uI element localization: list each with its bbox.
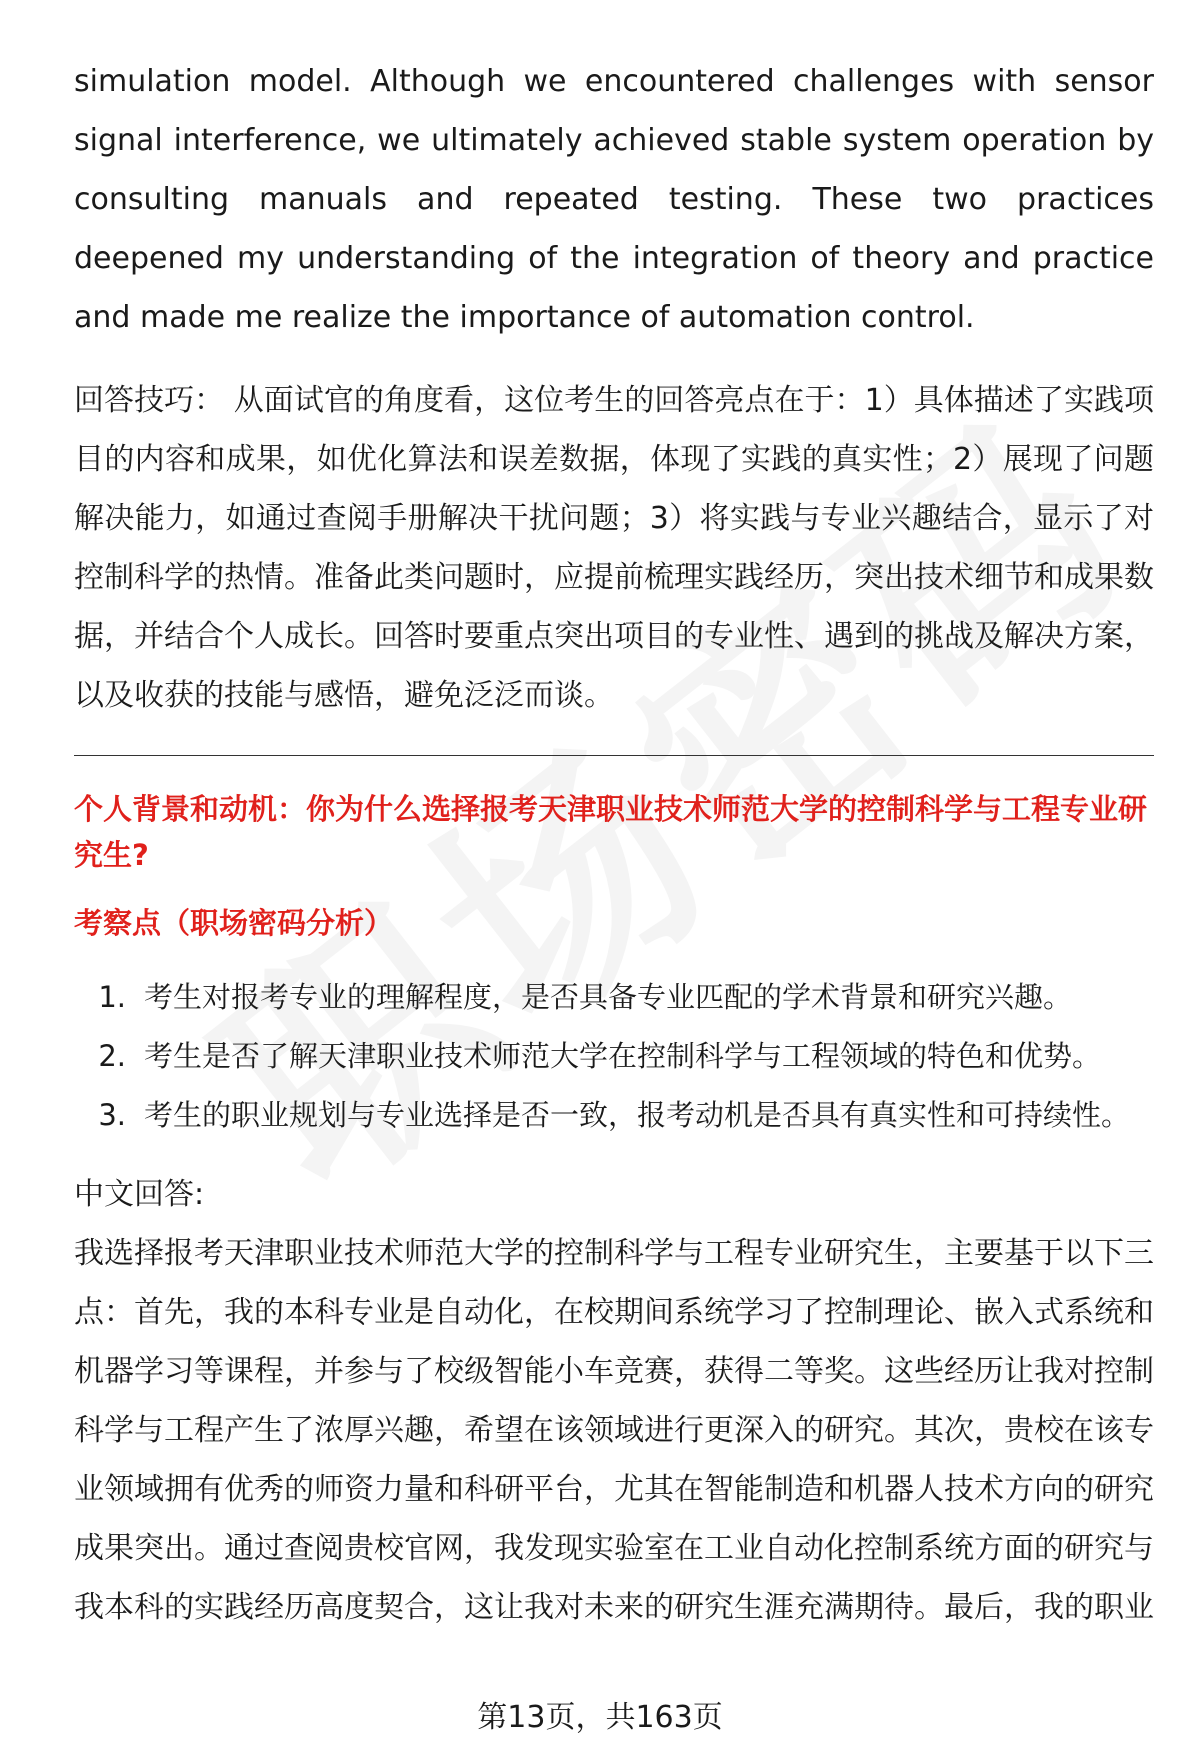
top-paragraph: simulation model. Although we encountered challenges with sensor signal interference, we ultimately achieved stable system operation by consulting manuals and repeated testing. These two practices deepened my understanding of the integration of theory and practice and made me realize the importance of automation control.	[74, 64, 1154, 335]
list-item-text: 考生的职业规划与专业选择是否一致，报考动机是否具有真实性和可持续性。	[144, 1098, 1131, 1132]
list-item-number: 1.	[98, 980, 126, 1014]
list-item-number: 3.	[98, 1098, 126, 1132]
list-item-text: 考生对报考专业的理解程度，是否具备专业匹配的学术背景和研究兴趣。	[144, 980, 1073, 1014]
question-heading: 个人背景和动机：你为什么选择报考天津职业技术师范大学的控制科学与工程专业研究生?	[74, 792, 1148, 872]
list-item	[74, 968, 1154, 1027]
answer-label: 中文回答:	[74, 1177, 205, 1212]
list-item-number: 2.	[98, 1039, 126, 1073]
tips-paragraph: 回答技巧： 从面试官的角度看，这位考生的回答亮点在于：1）具体描述了实践项目的内容和成果，如优化算法和误差数据，体现了实践的真实性；2）展现了问题解决能力，如通过查阅手册解决干扰问题；3）将实践与专业兴趣结合，显示了对控制科学的热情。准备此类问题时，应提前梳理实践经历，突出技术细节和成果数据，并结合个人成长。回答时要重点突出项目的专业性、遇到的挑战及解决方案，以及收获的技能与感悟，避免泛泛而谈。	[74, 383, 1154, 713]
page-footer: 第13页，共163页	[477, 1700, 723, 1735]
list-item	[74, 1027, 1154, 1086]
list-item	[74, 1086, 1154, 1145]
answer-paragraph: 我选择报考天津职业技术师范大学的控制科学与工程专业研究生，主要基于以下三点：首先，我的本科专业是自动化，在校期间系统学习了控制理论、嵌入式系统和机器学习等课程，并参与了校级智能小车竞赛，获得二等奖。这些经历让我对控制科学与工程产生了浓厚兴趣，希望在该领域进行更深入的研究。其次，贵校在该专业领域拥有优秀的师资力量和科研平台，尤其在智能制造和机器人技术方向的研究成果突出。通过查阅贵校官网，我发现实验室在工业自动化控制系统方面的研究与我本科的实践经历高度契合，这让我对未来的研究生涯充满期待。最后，我的职业	[74, 1236, 1154, 1625]
points-list	[74, 968, 1154, 1145]
page-content	[74, 52, 1154, 1637]
section-title: 考察点（职场密码分析）	[74, 906, 394, 940]
list-item-text: 考生是否了解天津职业技术师范大学在控制科学与工程领域的特色和优势。	[144, 1039, 1102, 1073]
section-divider	[74, 755, 1154, 756]
